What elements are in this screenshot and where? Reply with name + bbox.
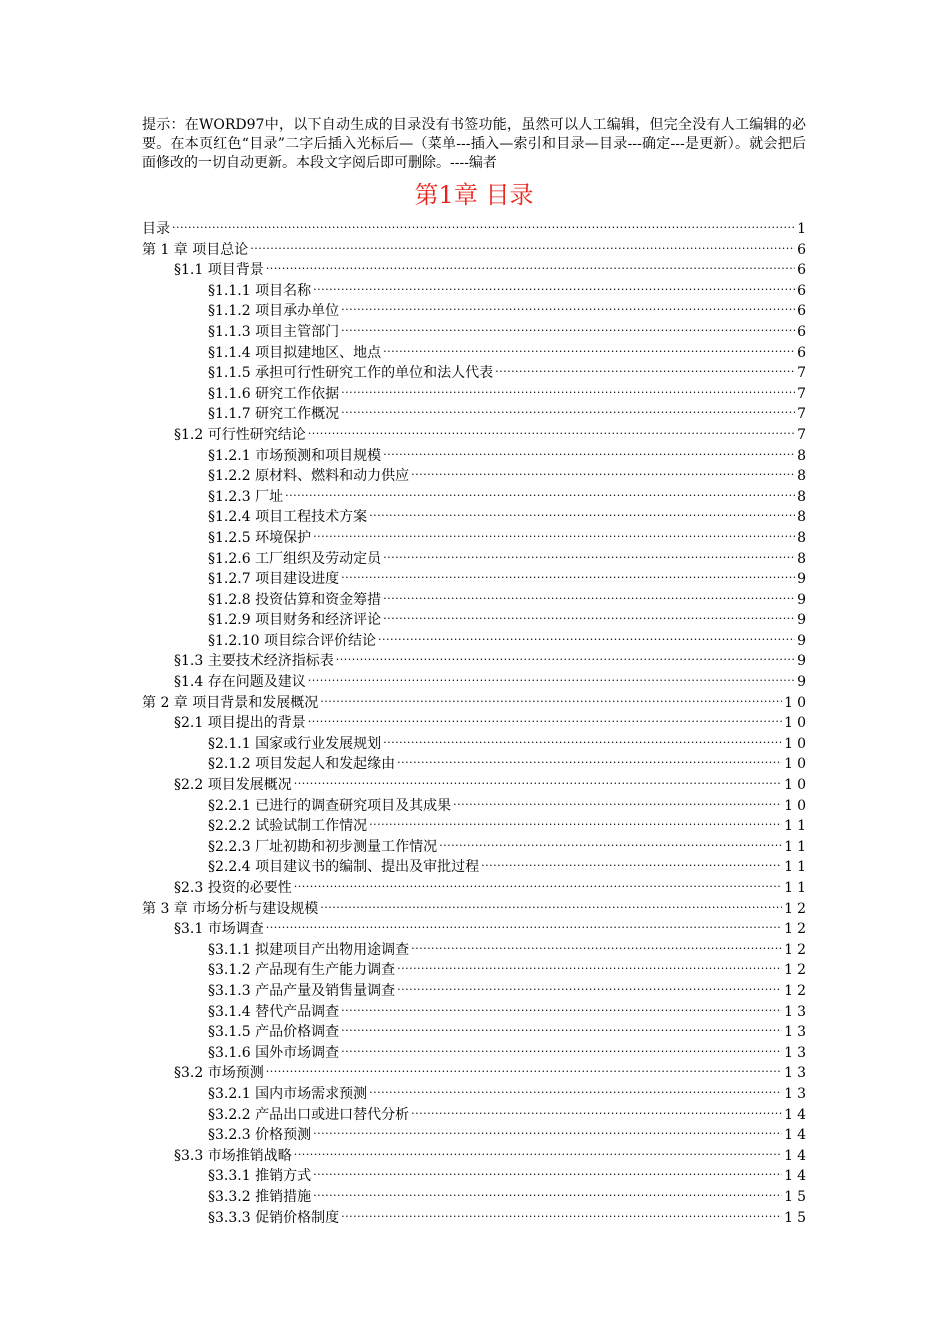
toc-entry-label: §3.1.5 产品价格调查 [208, 1024, 340, 1041]
toc-entry-label: §1.1.1 项目名称 [208, 282, 312, 299]
toc-entry-label: §3.1.2 产品现有生产能力调查 [208, 962, 396, 979]
toc-entry-page: 8 [797, 468, 810, 485]
toc-entry-page: 10 [784, 797, 810, 814]
toc-entry-page: 14 [784, 1168, 810, 1185]
toc-entry-page: 12 [784, 900, 810, 917]
toc-entry-page: 7 [797, 385, 810, 402]
toc-leader-dots [341, 563, 795, 583]
toc-leader-dots [383, 584, 795, 604]
toc-leader-dots [495, 357, 795, 377]
toc-entry-page: 9 [797, 653, 810, 670]
toc-entry-page: 6 [797, 282, 810, 299]
toc-leader-dots [453, 790, 782, 810]
toc-leader-dots [308, 707, 782, 727]
toc-entry-page: 6 [797, 344, 810, 361]
toc-entry-label: §3.1 市场调查 [174, 921, 264, 938]
toc-entry-label: §1.3 主要技术经济指标表 [174, 653, 334, 670]
toc-entry-label: §3.3.3 促销价格制度 [208, 1209, 340, 1226]
toc-entry-page: 14 [784, 1127, 810, 1144]
toc-leader-dots [313, 1119, 782, 1139]
toc-leader-dots [341, 378, 795, 398]
toc-leader-dots [285, 481, 795, 501]
toc-leader-dots [336, 645, 795, 665]
toc-entry-label: §1.2.3 厂址 [208, 488, 284, 505]
toc-leader-dots [383, 728, 782, 748]
toc-entry-label: §1.2.4 项目工程技术方案 [208, 509, 368, 526]
toc-leader-dots [439, 831, 782, 851]
toc-leader-dots [411, 1099, 782, 1119]
toc-entry-page: 11 [784, 880, 810, 896]
toc-leader-dots [397, 954, 782, 974]
toc-entry-page: 8 [797, 529, 810, 546]
toc-leader-dots [341, 1016, 782, 1036]
toc-entry-label: §3.1.1 拟建项目产出物用途调查 [208, 941, 410, 958]
toc-entry-page: 7 [797, 406, 810, 423]
toc-entry-page: 14 [784, 1106, 810, 1123]
toc-entry-page: 12 [784, 962, 810, 979]
toc-entry-page: 15 [784, 1209, 810, 1226]
toc-leader-dots [383, 604, 795, 624]
toc-entry-page: 14 [784, 1147, 810, 1164]
toc-entry-label: §3.3.1 推销方式 [208, 1168, 312, 1185]
toc-leader-dots [341, 1202, 782, 1222]
toc-entry-label: §2.2.3 厂址初勘和初步测量工作情况 [208, 838, 438, 855]
toc-leader-dots [308, 419, 795, 439]
toc-leader-dots [250, 234, 795, 254]
document-page [142, 116, 810, 1226]
toc-entry-page: 6 [797, 303, 810, 320]
toc-entry-label: §1.2.1 市场预测和项目规模 [208, 447, 382, 464]
toc-entry-page: 10 [784, 777, 810, 794]
toc-leader-dots [266, 254, 795, 274]
toc-entry-label: §2.1.2 项目发起人和发起缘由 [208, 756, 396, 773]
toc-entry-label: §2.2.4 项目建议书的编制、提出及审批过程 [208, 859, 480, 876]
toc-leader-dots [341, 295, 795, 315]
toc-leader-dots [481, 851, 782, 871]
toc-leader-dots [313, 1160, 782, 1180]
toc-entry-page: 7 [797, 365, 810, 382]
toc-entry-page: 11 [784, 859, 810, 876]
toc-entry-label: §3.2.2 产品出口或进口替代分析 [208, 1106, 410, 1123]
toc-entry[interactable] [142, 234, 810, 258]
toc-leader-dots [378, 625, 795, 645]
toc-entry-label: §1.2.9 项目财务和经济评论 [208, 612, 382, 629]
toc-leader-dots [369, 810, 782, 830]
toc-entry-label: §2.1 项目提出的背景 [174, 715, 306, 732]
toc-leader-dots [397, 975, 782, 995]
toc-entry-page: 8 [797, 488, 810, 505]
toc-entry-page: 11 [784, 838, 810, 855]
toc-entry-page: 10 [784, 756, 810, 773]
toc-leader-dots [397, 748, 782, 768]
toc-entry-label: 目录 [142, 221, 170, 237]
editor-notice: 提示：在WORD97中，以下自动生成的目录没有书签功能，虽然可以人工编辑，但完全没有人工编辑的必要。在本页红色“目录”二字后插入光标后—（菜单---插入—索引和目录—目录---确定---是更新）。就会把后面修改的一切自动更新。本段文字阅后即可删除。----编者 [142, 117, 806, 171]
toc-leader-dots [294, 769, 782, 789]
toc-leader-dots [383, 337, 795, 357]
toc-leader-dots [369, 501, 795, 521]
toc-leader-dots [383, 543, 795, 563]
toc-heading: 第1章 目录 [414, 181, 534, 209]
toc-entry-label: §1.2.6 工厂组织及劳动定员 [208, 550, 382, 567]
toc-entry-label: §1.1.3 项目主管部门 [208, 323, 340, 340]
toc-entry-label: §3.1.4 替代产品调查 [208, 1003, 340, 1020]
toc-entry-page: 10 [784, 715, 810, 732]
toc-entry-page: 12 [784, 941, 810, 958]
toc-entry-page: 8 [797, 509, 810, 526]
toc-entry-page: 13 [784, 1065, 810, 1082]
toc-entry-page: 9 [797, 632, 810, 649]
toc-entry-label: §1.2.5 环境保护 [208, 529, 312, 546]
toc-leader-dots [266, 1057, 782, 1077]
toc-leader-dots [369, 1078, 782, 1098]
toc-entry-page: 9 [797, 591, 810, 608]
toc-entry-page: 12 [784, 921, 810, 938]
toc-entry-label: §1.2 可行性研究结论 [174, 426, 306, 443]
toc-entry-page: 13 [784, 1024, 810, 1041]
toc-leader-dots [313, 522, 795, 542]
toc-entry-label: 第 1 章 项目总论 [142, 241, 249, 258]
toc-entry-page: 13 [784, 1044, 810, 1061]
toc-leader-dots [308, 666, 795, 686]
toc-entry-label: §3.2.3 价格预测 [208, 1127, 312, 1144]
toc-entry-label: §1.1.4 项目拟建地区、地点 [208, 344, 382, 361]
toc-entry-label: §3.3.2 推销措施 [208, 1188, 312, 1205]
toc-entry-page: 10 [784, 735, 810, 752]
toc-entry-label: §3.1.3 产品产量及销售量调查 [208, 982, 396, 999]
toc-entry-label: §1.1.7 研究工作概况 [208, 406, 340, 423]
toc-entry-page: 1 [797, 221, 810, 237]
toc-entry-page: 6 [797, 323, 810, 340]
toc-entry-label: §3.1.6 国外市场调查 [208, 1044, 340, 1061]
toc-entry-page: 7 [797, 426, 810, 443]
toc-entry-label: §2.3 投资的必要性 [174, 880, 292, 896]
toc-entry-label: §2.2.2 试验试制工作情况 [208, 818, 368, 835]
toc-entry-page: 11 [784, 818, 810, 835]
toc-leader-dots [320, 687, 782, 707]
toc-entry-page: 9 [797, 674, 810, 691]
toc-entry-label: §1.1.2 项目承办单位 [208, 303, 340, 320]
toc-leader-dots [411, 460, 795, 480]
toc-entry-label: 第 3 章 市场分析与建设规模 [142, 900, 319, 917]
toc-entry-page: 6 [797, 241, 810, 258]
toc-entry-label: §1.1 项目背景 [174, 262, 264, 279]
toc-leader-dots [341, 316, 795, 336]
toc-entry-page: 8 [797, 550, 810, 567]
toc-entry-page: 13 [784, 1085, 810, 1102]
toc-entry-label: §1.2.7 项目建设进度 [208, 571, 340, 588]
toc-entry-page: 8 [797, 447, 810, 464]
toc-entry-page: 12 [784, 982, 810, 999]
toc-entry-page: 10 [784, 694, 810, 711]
toc-entry-page: 9 [797, 612, 810, 629]
toc-entry-label: §2.2.1 已进行的调查研究项目及其成果 [208, 797, 452, 814]
toc-leader-dots [313, 275, 795, 295]
toc-entry-page: 15 [784, 1188, 810, 1205]
toc-entry-label: §1.2.10 项目综合评价结论 [208, 632, 376, 649]
toc-entry-label: §3.3 市场推销战略 [174, 1147, 292, 1164]
toc-leader-dots [294, 1140, 782, 1160]
toc-entry-label: §2.2 项目发展概况 [174, 777, 292, 794]
toc-entry-label: §3.2.1 国内市场需求预测 [208, 1085, 368, 1102]
toc-entry[interactable] [142, 213, 810, 237]
toc-leader-dots [383, 440, 795, 460]
toc-entry-label: §3.2 市场预测 [174, 1065, 264, 1082]
toc-leader-dots [313, 1181, 782, 1201]
toc-leader-dots [320, 893, 782, 913]
toc-entry-label: §2.1.1 国家或行业发展规划 [208, 735, 382, 752]
toc-leader-dots [266, 913, 782, 933]
toc-leader-dots [341, 996, 782, 1016]
toc-entry-label: §1.1.5 承担可行性研究工作的单位和法人代表 [208, 365, 494, 382]
toc-entry-label: 第 2 章 项目背景和发展概况 [142, 694, 319, 711]
toc-leader-dots [411, 934, 782, 954]
toc-leader-dots [294, 872, 782, 892]
toc-entry-page: 9 [797, 571, 810, 588]
toc-entry-label: §1.2.8 投资估算和资金筹措 [208, 591, 382, 608]
toc-entry-label: §1.1.6 研究工作依据 [208, 385, 340, 402]
toc-entry-label: §1.2.2 原材料、燃料和动力供应 [208, 468, 410, 485]
toc-entry-page: 13 [784, 1003, 810, 1020]
toc-entry-page: 6 [797, 262, 810, 279]
toc-leader-dots [172, 213, 795, 233]
toc-leader-dots [341, 1037, 782, 1057]
toc-entry-label: §1.4 存在问题及建议 [174, 674, 306, 691]
table-of-contents [142, 213, 810, 1226]
toc-leader-dots [341, 398, 795, 418]
